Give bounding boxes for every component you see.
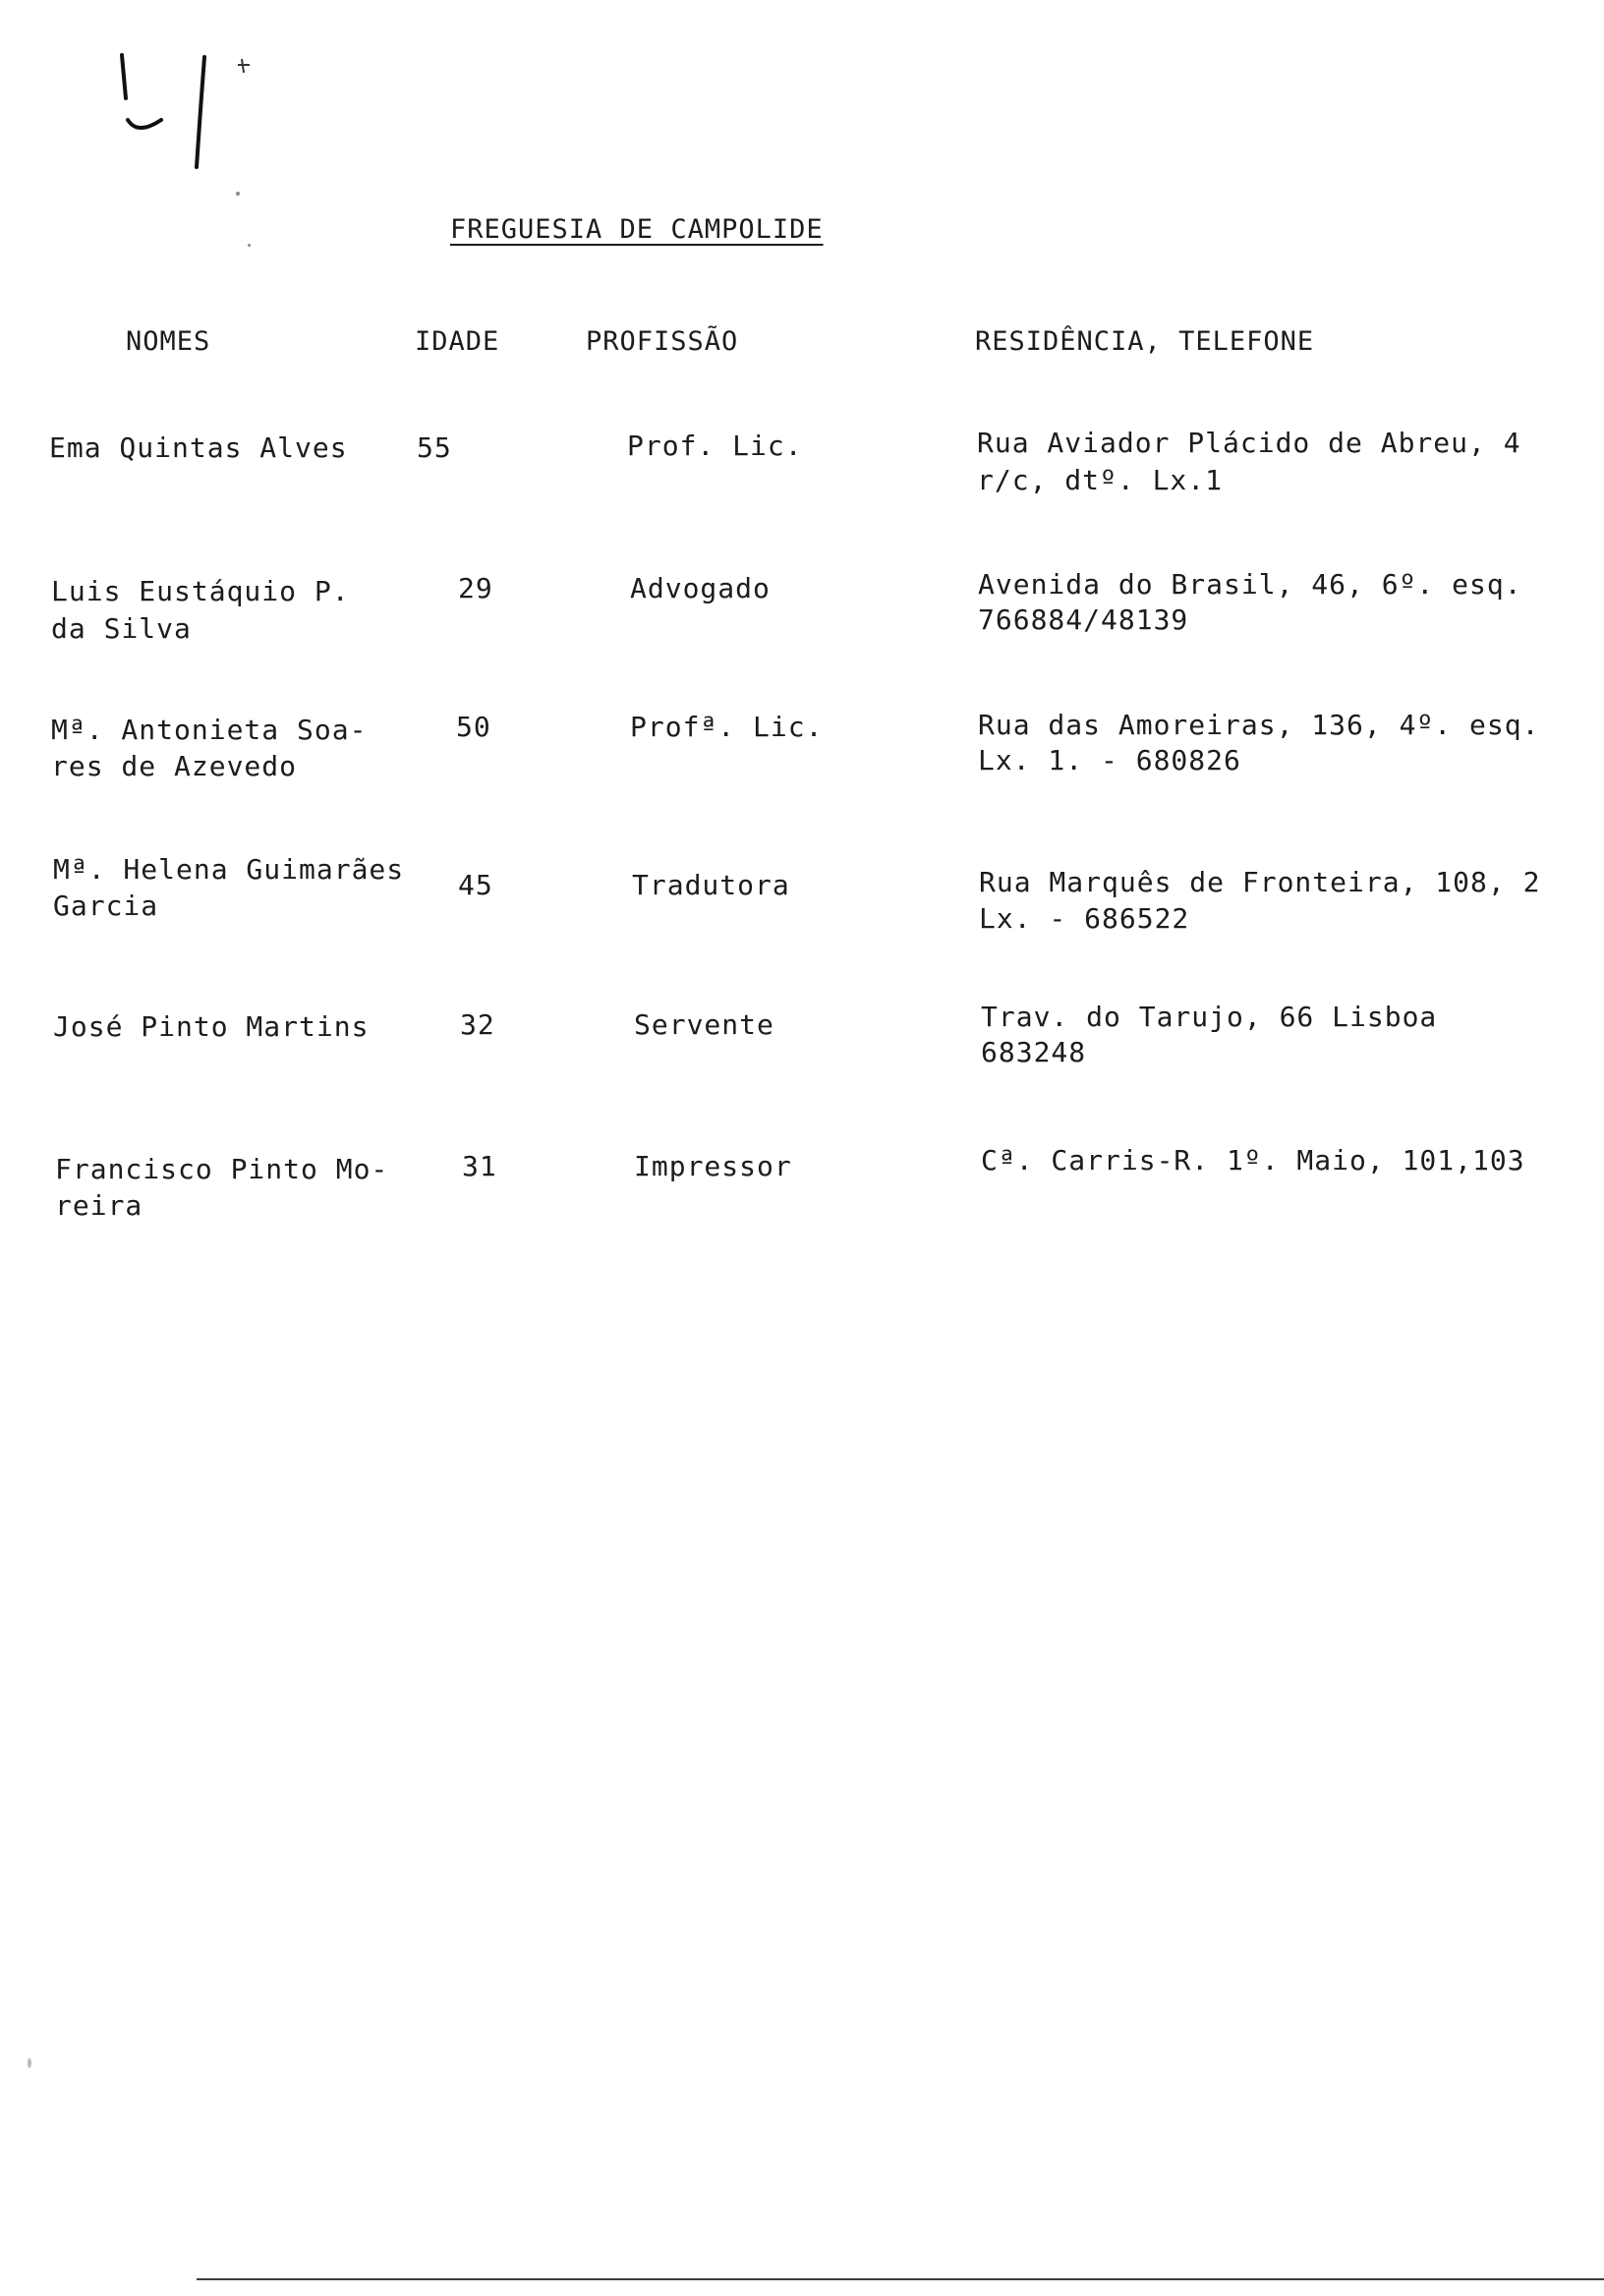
- table-row-name: Luis Eustáquio P.: [51, 575, 350, 607]
- table-row-profession: Prof. Lic.: [627, 430, 803, 462]
- table-row-residence: Cª. Carris-R. 1º. Maio, 101,103: [981, 1144, 1525, 1177]
- scan-speck: [28, 2058, 31, 2068]
- table-row-name: Ema Quintas Alves: [49, 431, 348, 464]
- scan-speck: [236, 192, 240, 196]
- table-row-residence-cont: Lx. - 686522: [979, 902, 1190, 935]
- table-row-name-cont: reira: [55, 1189, 143, 1222]
- table-row-name: Mª. Antonieta Soa-: [51, 714, 368, 746]
- table-row-name: José Pinto Martins: [53, 1010, 370, 1043]
- table-row-profession: Servente: [634, 1008, 774, 1041]
- table-row-name-cont: da Silva: [51, 612, 192, 645]
- document-title: FREGUESIA DE CAMPOLIDE: [450, 214, 824, 245]
- table-row-name: Mª. Helena Guimarães: [53, 853, 405, 886]
- table-row-age: 45: [458, 869, 493, 901]
- column-header-nomes: NOMES: [126, 326, 211, 357]
- table-row-residence: Rua Marquês de Fronteira, 108, 2: [979, 866, 1541, 898]
- table-row-residence: Rua Aviador Plácido de Abreu, 4: [977, 427, 1521, 459]
- table-row-residence-cont: Lx. 1. - 680826: [978, 744, 1241, 776]
- table-row-age: 32: [460, 1008, 495, 1041]
- table-row-residence-cont: r/c, dtº. Lx.1: [977, 464, 1224, 496]
- table-row-residence: Rua das Amoreiras, 136, 4º. esq.: [978, 709, 1540, 741]
- table-row-profession: Profª. Lic.: [630, 711, 824, 743]
- table-row-profession: Impressor: [634, 1150, 792, 1182]
- table-row-name: Francisco Pinto Mo-: [55, 1153, 389, 1185]
- table-row-age: 29: [458, 572, 493, 604]
- column-header-idade: IDADE: [415, 326, 500, 357]
- table-row-age: 50: [456, 711, 491, 743]
- scan-speck: [248, 244, 251, 247]
- table-row-residence: Trav. do Tarujo, 66 Lisboa: [981, 1001, 1438, 1033]
- table-row-residence: Avenida do Brasil, 46, 6º. esq.: [978, 568, 1522, 601]
- table-row-age: 55: [417, 431, 452, 464]
- table-row-profession: Tradutora: [632, 869, 790, 901]
- bottom-edge-line: [197, 2278, 1604, 2280]
- table-row-name-cont: res de Azevedo: [51, 750, 298, 782]
- table-row-profession: Advogado: [630, 572, 771, 604]
- handwritten-mark-icon: [98, 39, 295, 177]
- table-row-name-cont: Garcia: [53, 890, 159, 922]
- table-row-residence-cont: 683248: [981, 1036, 1087, 1068]
- column-header-profissao: PROFISSÃO: [586, 326, 739, 357]
- column-header-residencia: RESIDÊNCIA, TELEFONE: [975, 326, 1315, 357]
- table-row-age: 31: [462, 1150, 497, 1182]
- table-row-residence-cont: 766884/48139: [978, 603, 1189, 636]
